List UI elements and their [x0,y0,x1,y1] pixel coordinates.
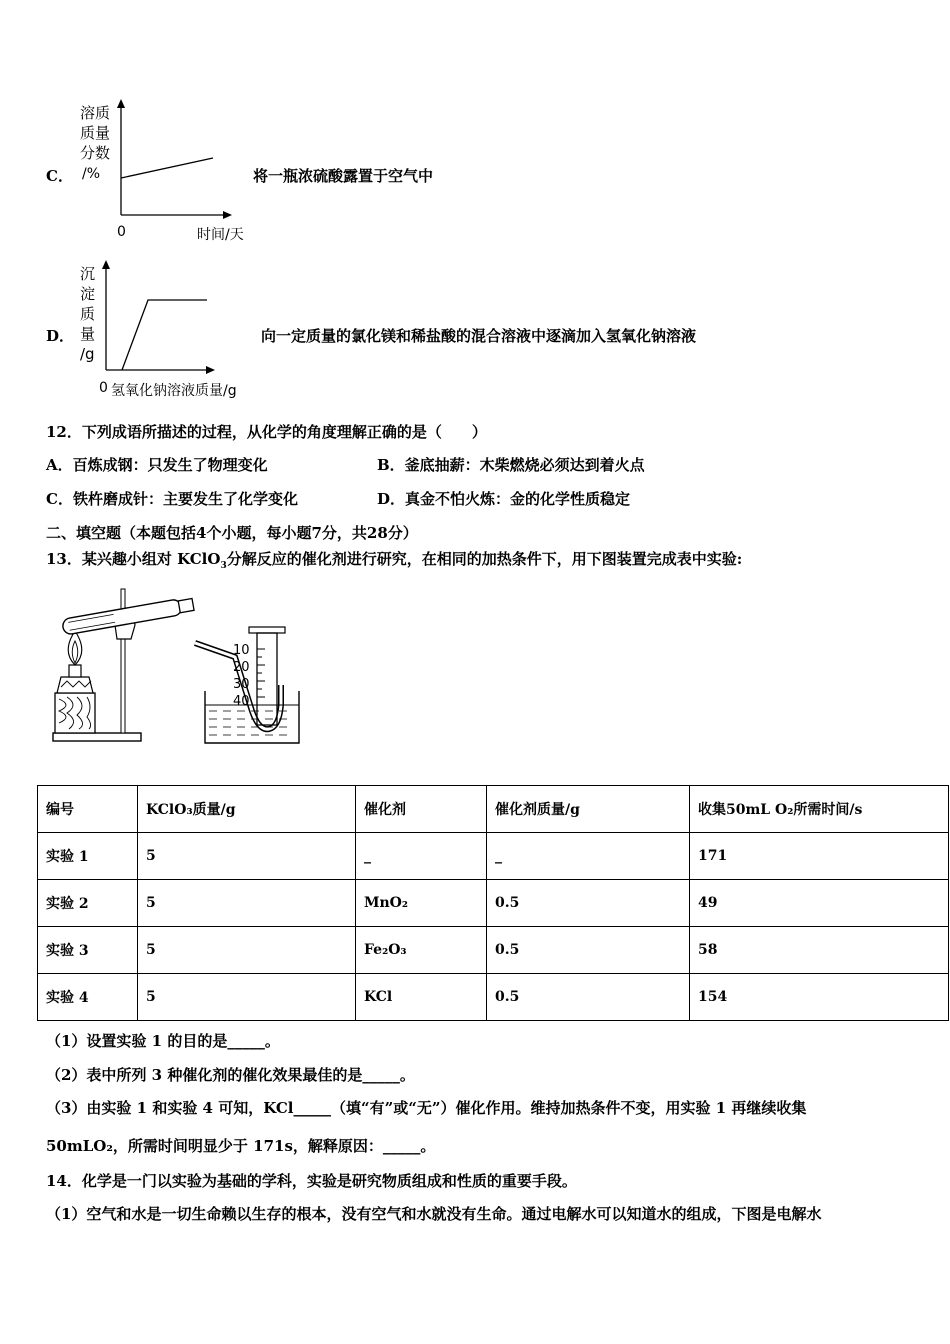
stand-base [53,733,141,741]
cylinder-ticks [257,649,265,705]
cylinder-tick-label: 30 [233,677,250,692]
table-cell: 171 [690,833,949,880]
cylinder-tick-label: 10 [233,643,250,658]
table-row [38,880,949,927]
option-c-y-unit: /% [82,166,101,182]
y-label-line: 淀 [80,285,96,303]
x-axis-arrow [223,211,232,219]
option-d-description: 向一定质量的氯化镁和稀盐酸的混合溶液中逐滴加入氢氧化钠溶液 [261,327,697,345]
table-row [38,974,949,1021]
option-c-origin: 0 [117,224,126,240]
experiment-apparatus-figure [45,585,305,750]
option-d-origin: 0 [99,380,108,396]
table-cell: 实验 4 [38,974,138,1021]
cylinder-rim [249,627,285,633]
table-header-cell: KClO₃质量/g [138,786,356,833]
table-cell: 0.5 [487,880,690,927]
table-cell: MnO₂ [356,880,487,927]
option-d-letter: D． [46,327,75,345]
q14-sub1: （1）空气和水是一切生命赖以生存的根本，没有空气和水就没有生命。通过电解水可以知道水的组成，下图是电解水 [46,1205,822,1223]
q13-stem-prefix: 13．某兴趣小组对 KClO [46,550,221,568]
y-label-line: /g [80,345,95,363]
option-c-letter: C． [46,167,73,185]
y-label-line: 质量 [80,124,111,142]
cylinder-tick-label: 40 [233,694,250,709]
table-cell: 5 [138,927,356,974]
table-cell: 58 [690,927,949,974]
table-header-cell: 催化剂质量/g [487,786,690,833]
table-row [38,927,949,974]
table-cell: 5 [138,880,356,927]
y-label-line: 溶质 [80,104,111,122]
option-c-graph [100,95,240,225]
q12-stem: 12．下列成语所描述的过程，从化学的角度理解正确的是（ ） [46,423,487,441]
option-d-graph [95,255,225,375]
option-c-x-label: 时间/天 [197,227,244,243]
q12-option-b: B．釜底抽薪：木柴燃烧必须达到着火点 [377,456,645,474]
q13-sub1: （1）设置实验 1 的目的是_____。 [46,1032,280,1050]
q13-sub3-line2: 50mLO₂，所需时间明显少于 171s，解释原因：_____。 [46,1137,436,1155]
option-d-x-label: 氢氧化钠溶液质量/g [111,383,237,399]
y-label-line: 沉 [80,265,96,283]
table-cell: 实验 1 [38,833,138,880]
table-cell: 5 [138,833,356,880]
q13-stem-subscript: 3 [220,561,227,571]
option-c-description: 将一瓶浓硫酸露置于空气中 [253,167,434,185]
q12-option-d: D．真金不怕火炼：金的化学性质稳定 [377,490,631,508]
data-line [122,300,207,370]
q13-stem-suffix: 分解反应的催化剂进行研究，在相同的加热条件下，用下图装置完成表中实验: [226,550,743,568]
y-label-line: 分数 [80,144,111,162]
table-cell: _ [487,833,690,880]
table-cell: 49 [690,880,949,927]
table-header-cell: 收集50mL O₂所需时间/s [690,786,949,833]
table-row [38,833,949,880]
table-cell: 0.5 [487,974,690,1021]
table-cell: _ [356,833,487,880]
x-axis-arrow [206,366,215,374]
cylinder-tick-label: 20 [233,660,250,675]
q14-stem: 14．化学是一门以实验为基础的学科，实验是研究物质组成和性质的重要手段。 [46,1172,577,1190]
table-cell: 5 [138,974,356,1021]
y-label-line: 量 [80,325,96,343]
y-axis-arrow [102,260,110,269]
flame [68,631,82,665]
table-header-cell: 编号 [38,786,138,833]
table-header-cell: 催化剂 [356,786,487,833]
q13-sub3-line1: （3）由实验 1 和实验 4 可知，KCl_____（填“有”或“无”）催化作用。维持加热条件不变，用实验 1 再继续收集 [46,1099,807,1117]
table-cell: 154 [690,974,949,1021]
lamp-neck [69,665,81,677]
q13-sub2: （2）表中所列 3 种催化剂的催化效果最佳的是_____。 [46,1066,415,1084]
table-cell: 0.5 [487,927,690,974]
table-cell: 实验 3 [38,927,138,974]
data-line [121,158,213,178]
q12-option-a: A．百炼成钢：只发生了物理变化 [46,456,268,474]
q12-option-c: C．铁杵磨成针：主要发生了化学变化 [46,490,298,508]
table-cell: 实验 2 [38,880,138,927]
q13-stem [46,548,742,571]
table-header-row [38,786,949,833]
y-label-line: 质 [80,305,96,323]
table-cell: Fe₂O₃ [356,927,487,974]
table-cell: KCl [356,974,487,1021]
experiment-table [37,785,949,1021]
section-title: 二、填空题（本题包括4个小题，每小题7分，共28分） [46,524,418,542]
y-axis-arrow [117,99,125,108]
